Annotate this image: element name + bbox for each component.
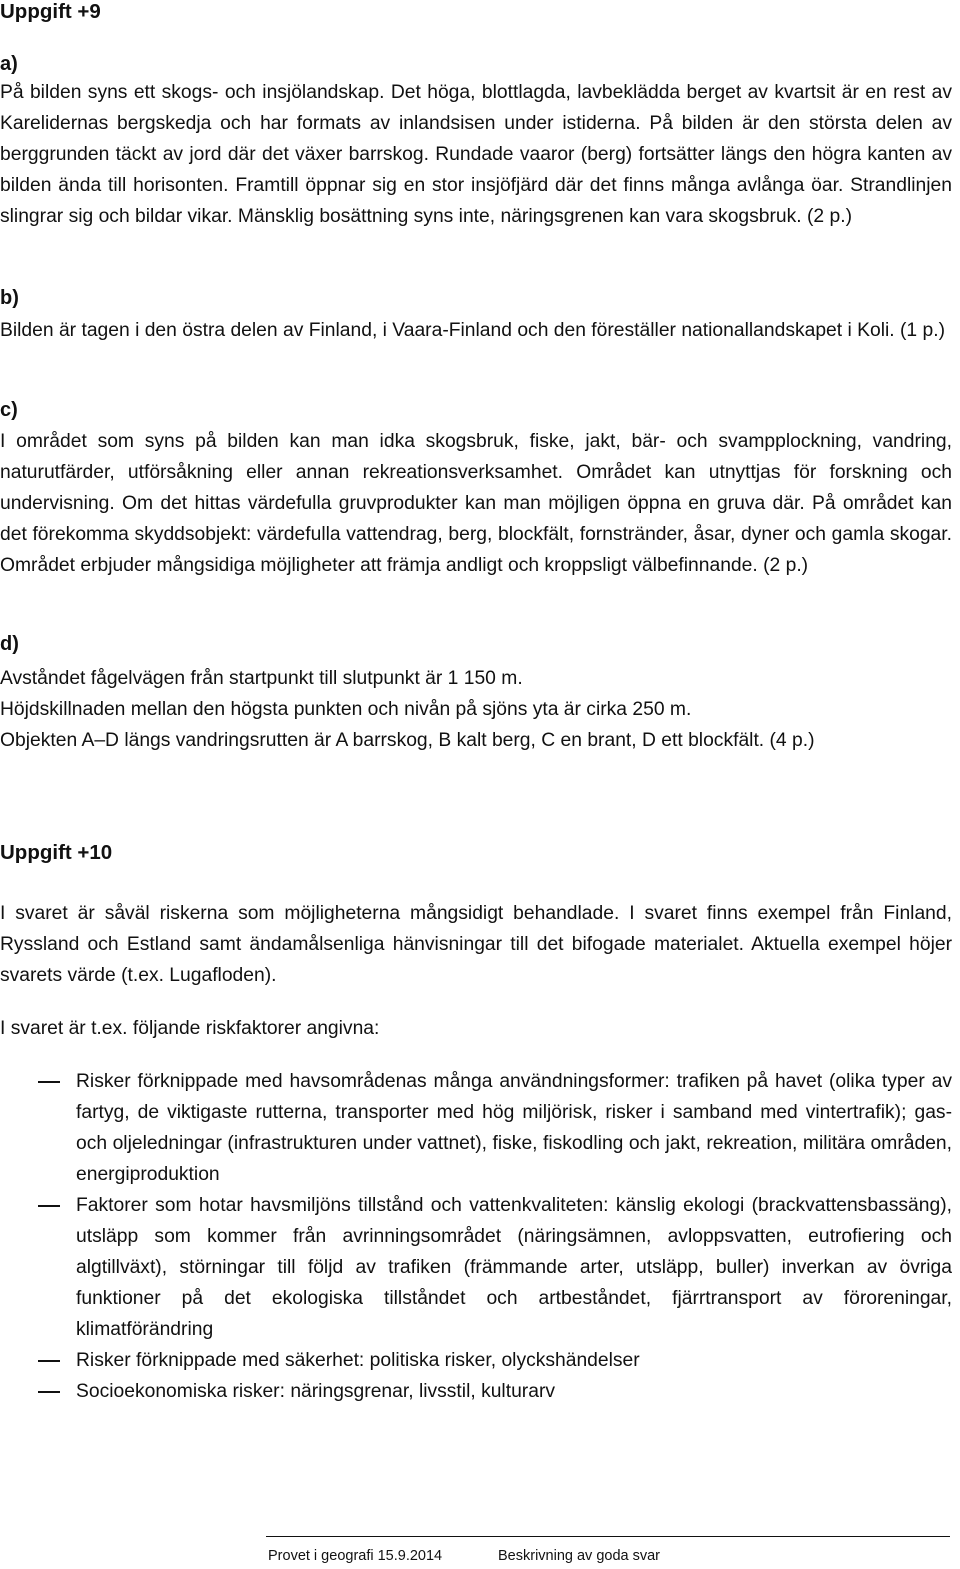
- dash-bullet-icon: [38, 1391, 60, 1393]
- task10-intro: I svaret är såväl riskerna som möjligheterna mångsidigt behandlade. I svaret finns exempel från Finland, Ryssland och Estland samt ändamålsenliga hänvisningar till det bifogade materialet. Aktuella exempel höjer svarets värde (t.ex. Lugafloden).: [0, 903, 952, 986]
- task9-d-line: Höjdskillnaden mellan den högsta punkten och nivån på sjöns yta är cirka 250 m.: [0, 699, 692, 720]
- task9-a-answer: På bilden syns ett skogs- och insjölandskap. Det höga, blottlagda, lavbeklädda berget av kvartsit är en rest av Karelidernas bergskedja och har formats av inlandsisen under istiderna. På bilden är den största delen av berggrunden täckt av jord där det växer barrskog. Rundade vaaror (berg) fortsätter längs den högra kanten av bilden ända till horisonten. Framtill öppnar sig en stor insjöfjärd där det finns många avlånga öar. Strandlinjen slingrar sig och bildar vikar. Mänsklig bosättning syns inte, näringsgrenen kan vara skogsbruk. (2 p.): [0, 82, 952, 227]
- risk-factor-list: [0, 1066, 952, 1407]
- dash-bullet-icon: [38, 1081, 60, 1083]
- task10-heading: Uppgift +10: [0, 841, 113, 864]
- task9-d-line: Objekten A–D längs vandringsrutten är A barrskog, B kalt berg, C en brant, D ett blockfält. (4 p.): [0, 730, 815, 751]
- dash-bullet-icon: [38, 1360, 60, 1362]
- task9-b-label: b): [0, 287, 19, 309]
- risk-factor-item: [0, 1066, 952, 1190]
- risk-factor-item: [0, 1190, 952, 1345]
- task9-heading: Uppgift +9: [0, 0, 101, 23]
- footer-exam-title: Provet i geografi 15.9.2014: [268, 1548, 443, 1564]
- footer-divider: [266, 1536, 950, 1537]
- task9-c-label: c): [0, 399, 18, 421]
- risk-factor-item: [0, 1376, 952, 1407]
- risk-factor-text: Risker förknippade med havsområdenas många användningsformer: trafiken på havet (olika typer av fartyg, de viktigaste rutterna, transporter med hög miljörisk, risker i samband med vintertrafik); gas- och oljeledningar (infrastrukturen under vattnet), fiske, fiskodling och jakt, rekreation, militära områden, energiproduktion: [76, 1071, 952, 1185]
- task10-lead: I svaret är t.ex. följande riskfaktorer angivna:: [0, 1018, 380, 1039]
- risk-factor-item: [0, 1345, 952, 1376]
- risk-factor-text: Faktorer som hotar havsmiljöns tillstånd och vattenkvaliteten: känslig ekologi (brackvattensbassäng), utsläpp som kommer från avrinningsområdet (näringsämnen, avloppsvatten, eutrofiering och algtillväxt), störningar till följd av trafiken (främmande arter, utsläpp, buller) inverkan av övriga funktioner på det ekologiska tillståndet och artbeståndet, fjärrtransport av föroreningar, klimatförändring: [76, 1195, 952, 1340]
- footer-document-title: Beskrivning av goda svar: [498, 1548, 660, 1564]
- task9-c-answer: I området som syns på bilden kan man idka skogsbruk, fiske, jakt, bär- och svampplockning, vandring, naturutfärder, utförsåkning eller annan rekreationsverksamhet. Området kan utnyttjas för forskning och undervisning. Om det hittas värdefulla gruvprodukter kan man möjligen öppna en gruva där. På området kan det förekomma skyddsobjekt: värdefulla vattendrag, berg, blockfält, fornstränder, åsar, dyner och gamla skogar. Området erbjuder mångsidiga möjligheter att främja andligt och kroppsligt välbefinnande. (2 p.): [0, 431, 952, 576]
- task9-d-label: d): [0, 633, 19, 655]
- risk-factor-text: Risker förknippade med säkerhet: politiska risker, olyckshändelser: [76, 1350, 640, 1371]
- risk-factor-text: Socioekonomiska risker: näringsgrenar, livsstil, kulturarv: [76, 1381, 555, 1402]
- task9-d-line: Avståndet fågelvägen från startpunkt till slutpunkt är 1 150 m.: [0, 668, 523, 689]
- task9-a-label: a): [0, 53, 18, 75]
- dash-bullet-icon: [38, 1205, 60, 1207]
- task9-b-answer: Bilden är tagen i den östra delen av Finland, i Vaara-Finland och den föreställer nationallandskapet i Koli. (1 p.): [0, 320, 945, 341]
